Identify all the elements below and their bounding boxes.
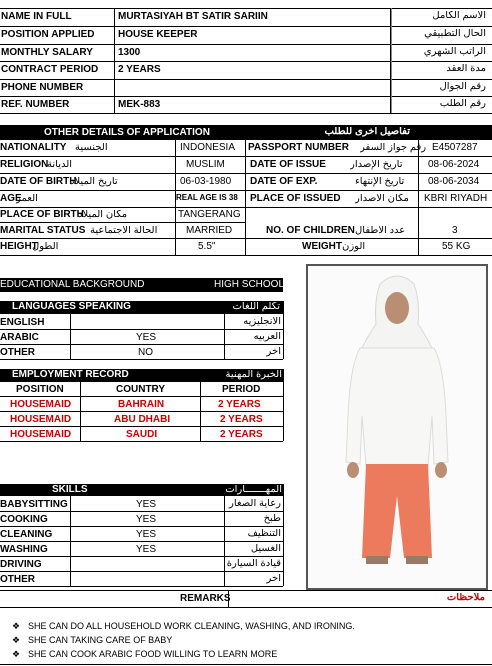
col-position: POSITION (16, 385, 64, 395)
issued-arabic: مكان الاصدار (355, 194, 409, 204)
diamond-bullet-icon: ❖ (12, 622, 21, 631)
lang-other-arabic: أخر (266, 347, 281, 357)
skill-label: BABYSITTING (0, 500, 68, 510)
skill-arabic: رعاية الصغار (229, 499, 281, 509)
divider (0, 441, 283, 442)
skill-label: OTHER (0, 575, 35, 585)
skill-value: YES (136, 500, 157, 510)
skills-title: SKILLS (52, 485, 88, 495)
divider (0, 79, 492, 80)
applicant-photo (306, 264, 488, 590)
name-arabic: الاسم الكامل (432, 11, 486, 21)
religion-label: RELIGION (0, 160, 49, 170)
divider (0, 590, 492, 591)
age-label: AGE (0, 194, 22, 204)
divider (0, 541, 283, 542)
remark-item: SHE CAN COOK ARABIC FOOD WILLING TO LEARN MORE (28, 650, 278, 659)
divider (0, 526, 283, 527)
dob-value: 06-03-1980 (180, 177, 232, 187)
divider (0, 556, 283, 557)
job-country: BAHRAIN (118, 400, 165, 410)
skills-title-arabic: المهـــــــارات (225, 485, 282, 495)
age-value: REAL AGE IS 38 (176, 194, 238, 202)
job-period: 2 YEARS (220, 430, 263, 440)
lang-arabic-label: ARABIC (0, 333, 39, 343)
education-label: EDUCATIONAL BACKGROUND (0, 280, 145, 290)
employment-title: EMPLOYMENT RECORD (12, 370, 129, 380)
divider (200, 382, 201, 441)
religion-arabic: الديانة (47, 160, 73, 170)
skill-value: YES (136, 545, 157, 555)
divider (114, 8, 115, 113)
job-period: 2 YEARS (218, 400, 261, 410)
nationality-arabic: الجنسية (75, 143, 108, 153)
divider (0, 511, 283, 512)
marital-value: MARRIED (186, 226, 233, 236)
languages-title-arabic: تكلم اللغات (232, 302, 280, 312)
children-value: 3 (452, 226, 458, 236)
divider (70, 314, 71, 359)
ref-arabic: رقم الطلب (439, 99, 486, 109)
skill-label: WASHING (0, 545, 48, 555)
name-label: NAME IN FULL (1, 12, 72, 22)
job-position: HOUSEMAID (10, 430, 72, 440)
diamond-bullet-icon: ❖ (12, 650, 21, 659)
skill-label: COOKING (0, 515, 48, 525)
other-title-arabic: تفاصيل أخرى للطلب (324, 127, 410, 137)
divider (245, 140, 246, 255)
height-arabic: الطول (32, 242, 59, 252)
marital-arabic: الحالة الاجتماعية (90, 226, 158, 236)
pob-arabic: مكان الميلاد (78, 210, 128, 220)
phone-arabic: رقم الجوال (439, 82, 486, 92)
exp-value: 08-06-2034 (428, 177, 480, 187)
contract-value: 2 YEARS (118, 65, 161, 75)
nationality-label: NATIONALITY (0, 143, 67, 153)
issued-value: KBRI RIYADH (424, 194, 488, 204)
skill-arabic: التنظيف (247, 529, 281, 539)
children-label: NO. OF CHILDREN (266, 226, 355, 236)
contract-label: CONTRACT PERIOD (1, 65, 99, 75)
pob-label: PLACE OF BIRTH (0, 210, 84, 220)
lang-arabic-value: YES (136, 333, 157, 343)
divider (0, 44, 492, 45)
divider (0, 396, 283, 397)
remarks-title: REMARKS (180, 594, 231, 604)
col-country: COUNTRY (116, 385, 166, 395)
divider (0, 96, 492, 97)
skill-label: CLEANING (0, 530, 53, 540)
salary-value: 1300 (118, 48, 141, 58)
age-arabic: العمر (16, 194, 38, 204)
lang-english-label: ENGLISH (0, 318, 45, 328)
phone-label: PHONE NUMBER (1, 83, 84, 93)
divider (283, 484, 284, 586)
height-value: 5.5" (198, 242, 216, 252)
position-arabic: الحال التطبيقي (424, 29, 486, 39)
dob-label: DATE OF BIRTH (0, 177, 77, 187)
passport-label: PASSPORT NUMBER (248, 143, 349, 153)
skill-arabic: قيادة السيارة (226, 559, 281, 569)
divider (0, 61, 492, 62)
pob-value: TANGERANG (178, 210, 241, 220)
divider (0, 8, 492, 9)
divider (0, 255, 492, 256)
weight-label: WEIGHT (302, 242, 342, 252)
divider (0, 344, 283, 345)
contract-arabic: مدة العقد (446, 64, 486, 74)
nationality-value: INDONESIA (180, 143, 236, 153)
skill-arabic: أخر (266, 574, 281, 584)
skill-arabic: طبخ (263, 514, 281, 524)
ref-label: REF. NUMBER (1, 100, 70, 110)
job-country: SAUDI (126, 430, 158, 440)
position-value: HOUSE KEEPER (118, 30, 198, 40)
diamond-bullet-icon: ❖ (12, 636, 21, 645)
height-label: HEIGHT (0, 242, 38, 252)
divider (418, 140, 419, 255)
divider (80, 382, 81, 441)
person-silhouette (308, 266, 486, 588)
divider (0, 113, 492, 114)
exp-label: DATE OF EXP. (250, 177, 318, 187)
divider (283, 369, 284, 441)
remark-item: SHE CAN DO ALL HOUSEHOLD WORK CLEANING, WASHING, AND IRONING. (28, 622, 355, 631)
weight-value: 55 KG (442, 242, 471, 252)
issue-label: DATE OF ISSUE (250, 160, 326, 170)
ref-value: MEK-883 (118, 100, 161, 110)
skill-arabic: الغسيل (250, 544, 281, 554)
skill-label: DRIVING (0, 560, 42, 570)
divider (0, 586, 283, 587)
divider (391, 8, 392, 113)
job-position: HOUSEMAID (10, 400, 72, 410)
weight-arabic: الوزن (342, 242, 366, 252)
salary-label: MONTHLY SALARY (1, 48, 93, 58)
remark-item: SHE CAN TAKING CARE OF BABY (28, 636, 173, 645)
position-label: POSITION APPLIED (1, 30, 95, 40)
issued-label: PLACE OF ISSUED (250, 194, 341, 204)
children-arabic: عدد الاطفال (355, 226, 406, 236)
divider (0, 426, 283, 427)
divider (0, 411, 283, 412)
divider (0, 571, 283, 572)
divider (0, 26, 492, 27)
employment-title-arabic: الخبرة المهنية (225, 370, 282, 380)
lang-english-arabic: الانجليزيه (243, 317, 281, 327)
divider (283, 301, 284, 359)
divider (0, 329, 283, 330)
other-title: OTHER DETAILS OF APPLICATION (44, 128, 210, 138)
divider (70, 496, 71, 586)
divider (0, 359, 283, 360)
passport-value: E4507287 (432, 143, 478, 153)
religion-value: MUSLIM (186, 160, 225, 170)
salary-arabic: الراتب الشهري (423, 47, 486, 57)
divider (224, 496, 225, 586)
lang-other-value: NO (138, 348, 153, 358)
job-country: ABU DHABI (114, 415, 171, 425)
languages-title: LANGUAGES SPEAKING (12, 302, 131, 312)
issue-value: 08-06-2024 (428, 160, 480, 170)
divider (0, 664, 492, 665)
col-period: PERIOD (222, 385, 261, 395)
remarks-title-arabic: ملاحظات (446, 593, 485, 603)
divider (0, 607, 492, 608)
passport-arabic: رقم جواز السفر (360, 143, 427, 153)
marital-label: MARITAL STATUS (0, 226, 86, 236)
name-value: MURTASIYAH BT SATIR SARIIN (118, 12, 268, 22)
skill-value: YES (136, 530, 157, 540)
issue-arabic: تاريخ الإصدار (350, 160, 403, 170)
lang-other-label: OTHER (0, 348, 35, 358)
skill-value: YES (136, 515, 157, 525)
exp-arabic: تاريخ الإنتهاء (355, 177, 405, 187)
job-period: 2 YEARS (220, 415, 263, 425)
job-position: HOUSEMAID (10, 415, 72, 425)
dob-arabic: تاريخ الميلاد (70, 177, 118, 187)
education-value: HIGH SCHOOL (214, 280, 285, 290)
lang-arabic-arabic: العربيه (253, 332, 281, 342)
divider (0, 222, 245, 223)
